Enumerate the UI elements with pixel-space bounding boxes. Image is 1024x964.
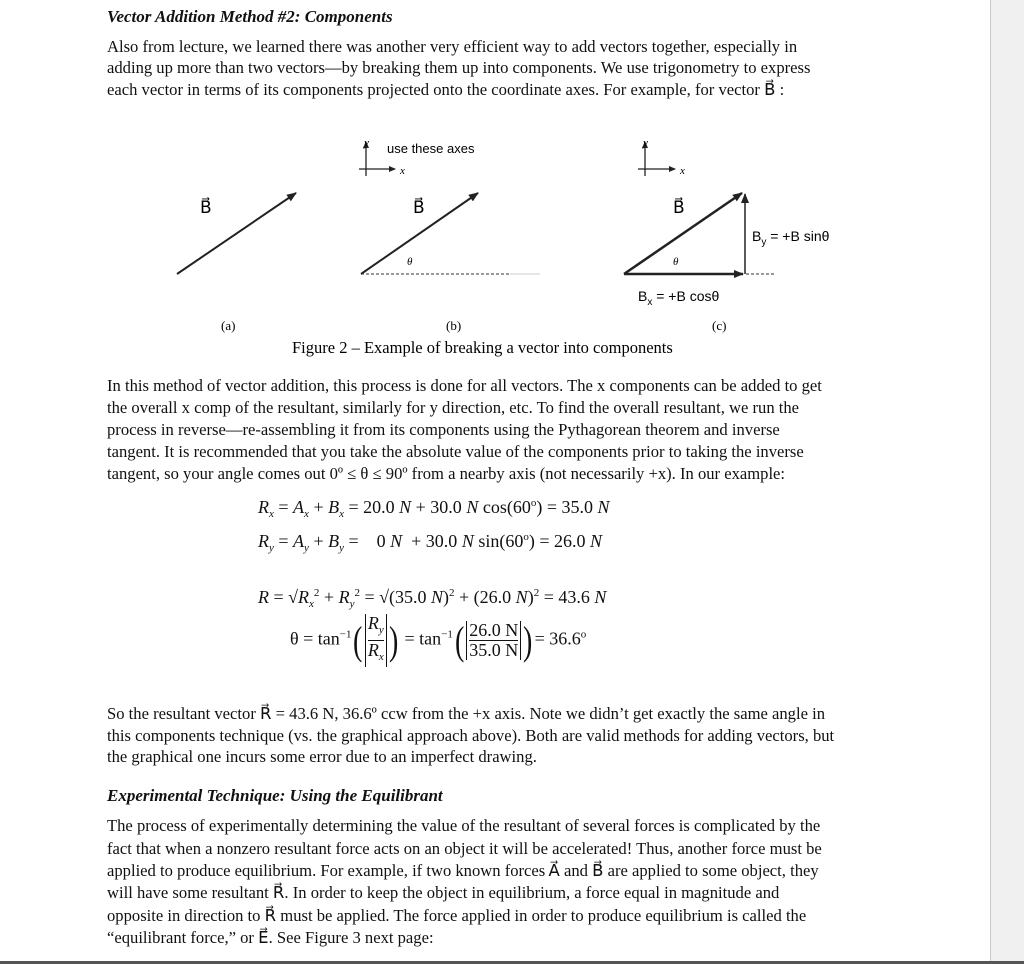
paragraph-line: Also from lecture, we learned there was another very efficient way to add vectors together, especially in	[107, 37, 798, 56]
paragraph-line: each vector in terms of its components projected onto the coordinate axes. For example, for vector B⃗ :	[107, 80, 785, 99]
paren: )	[388, 617, 399, 663]
equation-token: A	[293, 531, 305, 551]
equation-token: x	[304, 508, 309, 520]
paren: (	[454, 617, 465, 663]
equation-token: +	[308, 497, 329, 517]
axis-x-label: x	[400, 165, 405, 177]
equation-token: N	[390, 531, 403, 551]
paren: (	[353, 617, 363, 663]
paragraph-line: In this method of vector addition, this process is done for all vectors. The x components can be added to get	[107, 376, 822, 395]
paragraph-line: applied to produce equilibrium. For example, if two known forces A⃗ and B⃗ are applied to some object, they	[107, 861, 819, 880]
equation-angle	[290, 614, 586, 667]
inverse-exponent: −1	[441, 628, 453, 641]
equation-token: y	[269, 542, 274, 554]
axis-y-label: y	[643, 137, 648, 149]
theta-label: θ	[407, 256, 413, 268]
equation-token: =	[273, 531, 294, 551]
panel-a-label: (a)	[221, 318, 236, 333]
degree-sign: o	[580, 628, 587, 641]
equation-token: 2	[449, 587, 455, 599]
paragraph-line: will have some resultant R⃗. In order to keep the object in equilibrium, a force equal in magnitude and	[107, 883, 780, 902]
paragraph-line: the graphical one incurs some error due to an imperfect drawing.	[107, 747, 537, 766]
equation-token: +	[308, 531, 329, 551]
equation-token: x	[339, 508, 344, 520]
angle-result: = 36.6	[534, 628, 581, 649]
equation-token: R	[258, 497, 269, 517]
equation-token: )	[527, 587, 534, 607]
fraction-ry-rx	[365, 614, 387, 667]
equation-token: R	[258, 531, 269, 551]
paragraph-line: this components technique (vs. the graphical approach above). Both are valid methods for adding vectors, but	[107, 726, 835, 745]
equation-token: = 0	[343, 531, 391, 551]
paragraph-line: opposite in direction to R⃗ must be applied. The force applied in order to produce equilibrium is called the	[107, 906, 807, 925]
axis-y-label: y	[364, 137, 369, 149]
equation-token: N	[589, 531, 602, 551]
equation-token: 2	[533, 587, 540, 599]
paragraph-line: the overall x comp of the resultant, similarly for y direction, etc. To find the overall resultant, we run the	[107, 398, 800, 417]
axes-note: use these axes	[387, 141, 475, 156]
figure-caption: Figure 2 – Example of breaking a vector into components	[292, 338, 673, 357]
vector-b-a	[177, 193, 296, 274]
paragraph-line: fact that when a nonzero resultant force acts on an object it will be accelerated! Thus, another force must be	[107, 839, 822, 858]
equation-token: +	[319, 587, 339, 607]
equation-token: sin(60	[473, 531, 524, 551]
equation-token: )	[443, 587, 450, 607]
equation-token: N	[594, 587, 607, 607]
equation-token: y	[304, 542, 309, 554]
equation-token: cos(60	[478, 497, 531, 517]
equation-token: =	[273, 497, 294, 517]
equation-token: ) = 26.0	[528, 531, 590, 551]
numerator: R	[367, 613, 379, 633]
equation-token: = 20.0	[343, 497, 400, 517]
equation-token: o	[523, 531, 529, 543]
equation-token: N	[399, 497, 412, 517]
section-heading: Experimental Technique: Using the Equilibrant	[107, 786, 443, 805]
equation-token: = 43.6	[539, 587, 595, 607]
section-heading: Vector Addition Method #2: Components	[107, 7, 393, 26]
panel-c-label: (c)	[712, 318, 727, 333]
equation-token: R	[338, 587, 350, 607]
paragraph-line: tangent. It is recommended that you take the absolute value of the components prior to taking the inverse	[107, 442, 804, 461]
inverse-exponent: −1	[339, 628, 352, 641]
equation-token: R	[298, 587, 310, 607]
equation-token: R	[258, 587, 269, 607]
equation-token: + (26.0	[454, 587, 516, 607]
equation-token: N	[431, 587, 444, 607]
fraction-values	[466, 621, 521, 660]
equation-token: = √	[269, 587, 299, 607]
equation-token: = √(35.0	[359, 587, 431, 607]
denominator-value: 35.0 N	[469, 640, 519, 660]
equation-token: o	[530, 497, 537, 509]
paren: )	[523, 617, 533, 663]
vector-b-label: B⃗	[200, 198, 212, 217]
by-label: $B_y = +B$ sinθ	[752, 228, 830, 248]
vector-b-label: B⃗	[413, 198, 425, 217]
equation-token: N	[461, 531, 474, 551]
paragraph-line: So the resultant vector R⃗ = 43.6 N, 36.6º ccw from the +x axis. Note we didn’t get exactly the same angle in	[107, 704, 826, 723]
equation-token: N	[466, 497, 479, 517]
numerator-value: 26.0 N	[469, 620, 519, 640]
figure-2	[0, 0, 1024, 370]
equation-token: y	[339, 542, 344, 554]
denominator: R	[367, 640, 379, 660]
paragraph-line: “equilibrant force,” or E⃗. See Figure 3 next page:	[107, 928, 434, 947]
equation-token: 2	[354, 587, 360, 599]
equation-rx	[258, 492, 610, 525]
equation-magnitude	[258, 582, 606, 615]
equation-token: B	[328, 497, 340, 517]
denominator-sub: x	[378, 651, 384, 663]
tan-text: = tan	[404, 628, 442, 649]
theta-label: θ	[673, 256, 679, 268]
paragraph-line: tangent, so your angle comes out 0º ≤ θ ≤ 90º from a nearby axis (not necessarily +x). In our example:	[107, 464, 786, 483]
vector-b-label: B⃗	[673, 198, 685, 217]
equation-token: x	[309, 598, 314, 610]
numerator-sub: y	[378, 624, 384, 636]
panel-b-label: (b)	[446, 318, 462, 333]
equation-token: N	[515, 587, 528, 607]
equation-token: y	[349, 598, 355, 610]
axis-x-label: x	[680, 165, 685, 177]
bx-label: $B_x = +B$ cosθ	[638, 288, 720, 308]
equation-token: N	[597, 497, 610, 517]
equation-token: x	[269, 508, 274, 520]
paragraph-line: process in reverse—re-assembling it from its components using the Pythagorean theorem and inverse	[107, 420, 780, 439]
equation-token: + 30.0	[402, 531, 462, 551]
theta-lhs: θ = tan	[290, 628, 340, 649]
equation-token: ) = 35.0	[536, 497, 598, 517]
equation-token: A	[293, 497, 305, 517]
equation-token: + 30.0	[411, 497, 467, 517]
equation-token: 2	[313, 587, 320, 599]
paragraph-line: The process of experimentally determining the value of the resultant of several forces is complicated by the	[107, 816, 821, 835]
equation-ry	[258, 526, 602, 559]
equation-token: B	[328, 531, 340, 551]
paragraph-line: adding up more than two vectors—by breaking them up into components. We use trigonometry to express	[107, 58, 811, 77]
